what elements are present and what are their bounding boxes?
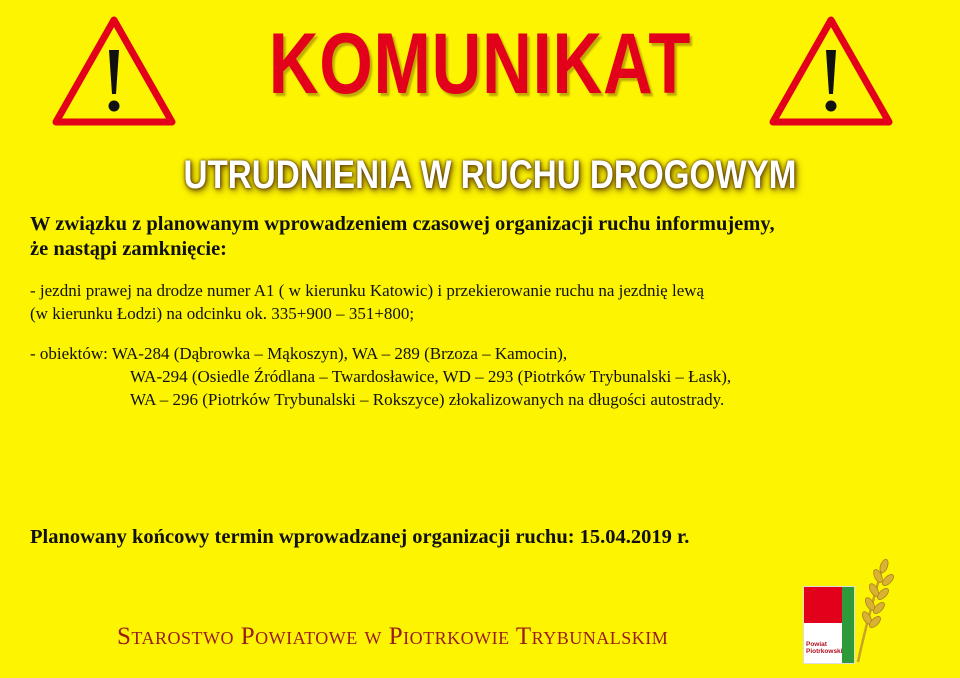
closure-item-roadway	[30, 279, 940, 325]
issuer-footer: Starostwo Powiatowe w Piotrkowie Trybunalskim	[117, 623, 669, 650]
intro-text	[30, 212, 930, 262]
item-line: - obiektów: WA-284 (Dąbrowka – Mąkoszyn), WA – 289 (Brzoza – Kamocin),	[30, 344, 568, 363]
item-line: WA – 296 (Piotrków Trybunalski – Rokszyce) złokalizowanych na długości autostrady.	[130, 390, 725, 409]
deadline-text: Planowany końcowy termin wprowadzanej organizacji ruchu: 15.04.2019 r.	[30, 526, 690, 548]
logo-label-line: Powiat	[806, 641, 827, 648]
intro-line: że nastąpi zamknięcie:	[30, 238, 227, 260]
item-line: - jezdni prawej na drodze numer A1 ( w kierunku Katowic) i przekierowanie ruchu na jezdnię lewą	[30, 281, 705, 300]
wheat-icon	[848, 554, 898, 664]
notice-subtitle: UTRUDNIENIA W RUCHU DROGOWYM	[183, 153, 797, 197]
intro-line: W związku z planowanym wprowadzeniem czasowej organizacji ruchu informujemy,	[30, 213, 775, 235]
logo-label-line: Piotrkowski	[806, 648, 843, 655]
item-line: WA-294 (Osiedle Źródlana – Twardosławice, WD – 293 (Piotrków Trybunalski – Łask),	[130, 367, 732, 386]
closure-item-objects	[30, 342, 940, 411]
notice-title: KOMUNIKAT	[268, 16, 692, 112]
item-line: (w kierunku Łodzi) na odcinku ok. 335+900 – 351+800;	[30, 304, 415, 323]
logo-label	[806, 641, 846, 655]
